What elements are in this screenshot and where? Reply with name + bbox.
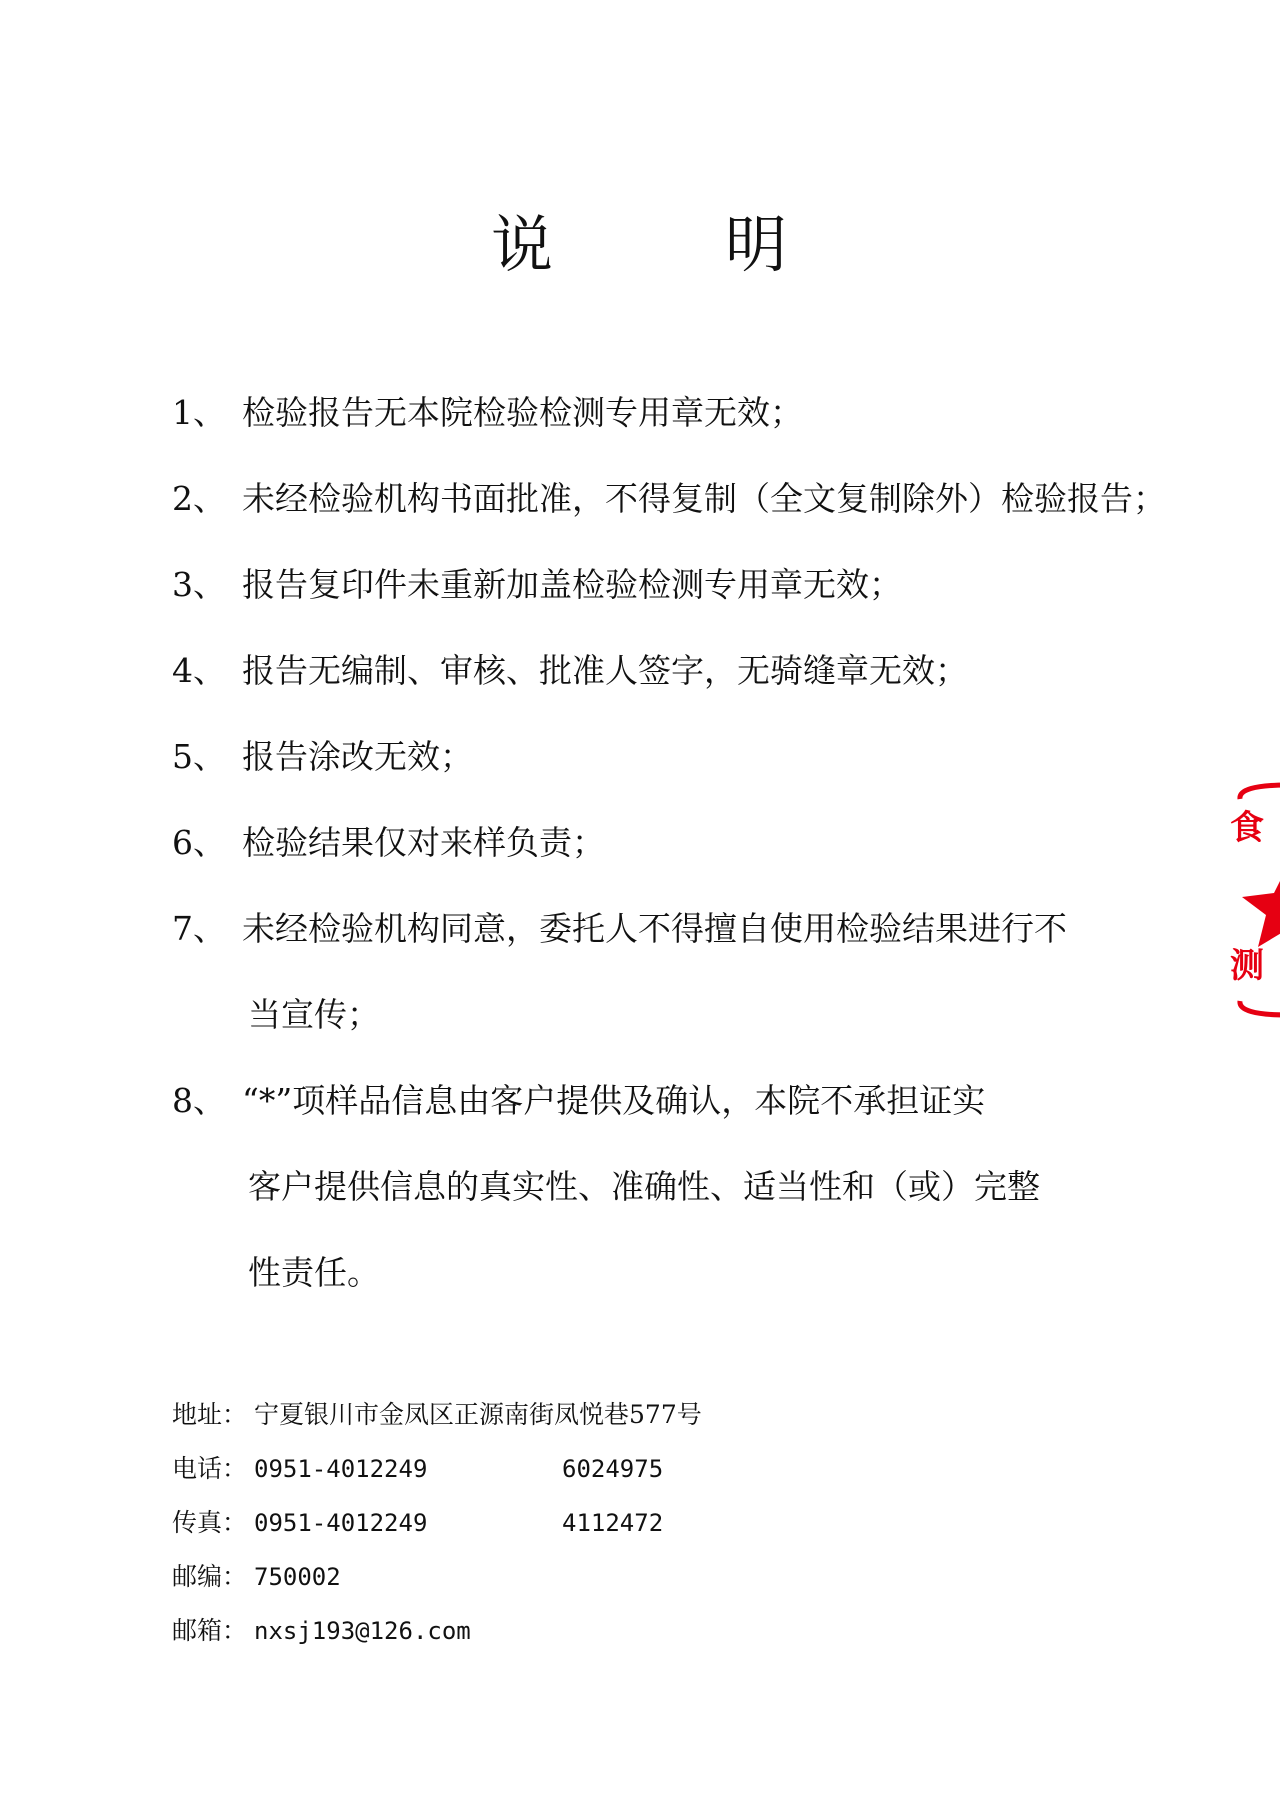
seal-graphic: [1228, 765, 1280, 1025]
address-label: 地址：: [172, 1400, 248, 1429]
item-number: 8、: [172, 1081, 226, 1120]
notice-item-8: [172, 1076, 1272, 1162]
notice-item-7: [172, 904, 1272, 990]
item-text: 未经检验机构同意，委托人不得擅自使用检验结果进行不: [242, 909, 1067, 948]
postcode-label: 邮编：: [172, 1562, 248, 1591]
address-value: 宁夏银川市金凤区正源南街凤悦巷577号: [254, 1400, 702, 1429]
postcode-row: [172, 1559, 1072, 1613]
item-text: 未经检验机构书面批准，不得复制（全文复制除外）检验报告；: [242, 479, 1166, 518]
fax-row: [172, 1505, 1072, 1559]
phone-value-1: 0951-4012249: [254, 1455, 428, 1483]
item-number: 7、: [172, 909, 226, 948]
item-number: 3、: [172, 565, 226, 604]
seal-char-2: 测: [1230, 946, 1264, 986]
item-text: “*”项样品信息由客户提供及确认，本院不承担证实: [242, 1081, 986, 1120]
notice-item-7-continuation: [172, 990, 1272, 1076]
fax-label: 传真：: [172, 1508, 248, 1537]
item-text: 检验结果仅对来样负责；: [242, 823, 605, 862]
notice-item-4: [172, 646, 1272, 732]
item-text: 报告涂改无效；: [242, 737, 473, 776]
title-char-2: 明: [725, 208, 790, 281]
notice-item-3: [172, 560, 1272, 646]
item-number: 6、: [172, 823, 226, 862]
item-number: 4、: [172, 651, 226, 690]
postcode-value: 750002: [254, 1563, 341, 1591]
item-text: 检验报告无本院检验检测专用章无效；: [242, 393, 803, 432]
fax-value-1: 0951-4012249: [254, 1509, 428, 1537]
email-value: nxsj193@126.com: [254, 1617, 471, 1645]
notice-item-1: [172, 388, 1272, 474]
item-number: 2、: [172, 479, 226, 518]
contact-info: [172, 1397, 1072, 1667]
notice-item-5: [172, 732, 1272, 818]
notice-item-8-continuation: [172, 1248, 1272, 1334]
seal-star-icon: [1242, 865, 1280, 947]
item-number: 1、: [172, 393, 226, 432]
seam-seal-stamp: [1228, 765, 1280, 1025]
phone-label: 电话：: [172, 1454, 248, 1483]
address-row: [172, 1397, 1072, 1451]
seal-ring-top: [1240, 785, 1280, 799]
item-text: 当宣传；: [248, 995, 380, 1034]
email-row: [172, 1613, 1072, 1667]
item-text: 报告无编制、审核、批准人签字，无骑缝章无效；: [242, 651, 968, 690]
email-label: 邮箱：: [172, 1616, 248, 1645]
phone-value-2: 6024975: [562, 1455, 664, 1483]
item-text: 报告复印件未重新加盖检验检测专用章无效；: [242, 565, 902, 604]
item-text: 客户提供信息的真实性、准确性、适当性和（或）完整: [248, 1167, 1040, 1206]
seal-char-1: 食: [1230, 808, 1264, 848]
notice-item-6: [172, 818, 1272, 904]
notice-item-2: [172, 474, 1272, 560]
item-text: 性责任。: [248, 1253, 380, 1292]
notice-item-8-continuation: [172, 1162, 1272, 1248]
notice-list: [172, 388, 1272, 1334]
title-char-1: 说: [490, 208, 555, 281]
seal-ring-bottom: [1240, 1001, 1280, 1015]
item-number: 5、: [172, 737, 226, 776]
fax-value-2: 4112472: [562, 1509, 664, 1537]
page-title: [0, 205, 1280, 285]
phone-row: [172, 1451, 1072, 1505]
